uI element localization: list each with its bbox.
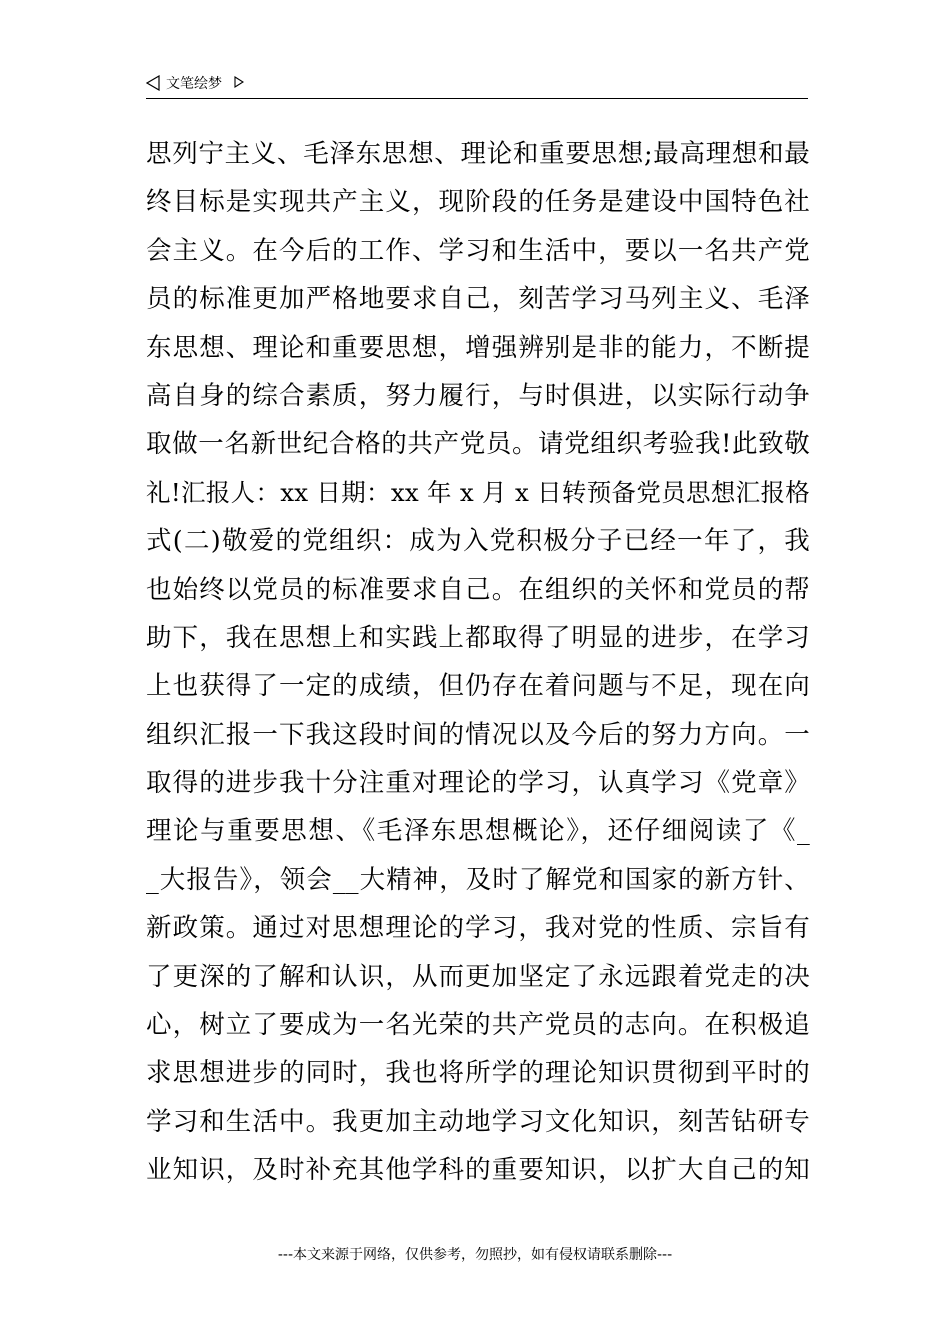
right-triangle-icon: [234, 76, 244, 88]
body-line: 业知识，及时补充其他学科的重要知识，以扩大自己的知: [146, 1155, 810, 1186]
body-line: 组织汇报一下我这段时间的情况以及今后的努力方向。一: [146, 719, 810, 750]
body-line: 礼!汇报人：xx 日期：xx 年 x 月 x 日转预备党员思想汇报格: [146, 477, 810, 507]
document-body: [146, 130, 810, 1195]
page-header: [146, 72, 808, 99]
body-line: 式(二)敬爱的党组织：成为入党积极分子已经一年了，我: [146, 526, 810, 557]
body-line: 心，树立了要成为一名光荣的共产党员的志向。在积极追: [146, 1010, 810, 1041]
body-line: 东思想、理论和重要思想，增强辨别是非的能力，不断提: [146, 332, 810, 363]
body-line: 会主义。在今后的工作、学习和生活中，要以一名共产党: [146, 235, 810, 266]
body-line: _大报告》，领会__大精神，及时了解党和国家的新方针、: [146, 864, 810, 895]
body-line: 上也获得了一定的成绩，但仍存在着问题与不足，现在向: [146, 671, 810, 702]
footer-disclaimer: ---本文来源于网络，仅供参考，勿照抄，如有侵权请联系删除---: [277, 1247, 673, 1263]
body-line: 学习和生活中。我更加主动地学习文化知识，刻苦钻研专: [146, 1106, 810, 1137]
header-brand: 文笔绘梦: [166, 76, 222, 92]
left-triangle-icon: [146, 75, 160, 91]
body-line: 也始终以党员的标准要求自己。在组织的关怀和党员的帮: [146, 574, 810, 605]
body-line: 理论与重要思想、《毛泽东思想概论》，还仔细阅读了《_: [146, 816, 810, 847]
body-line: 高自身的综合素质，努力履行，与时俱进，以实际行动争: [146, 380, 810, 411]
body-line: 助下，我在思想上和实践上都取得了明显的进步，在学习: [146, 622, 810, 653]
body-line: 终目标是实现共产主义，现阶段的任务是建设中国特色社: [146, 187, 810, 218]
body-line: 新政策。通过对思想理论的学习，我对党的性质、宗旨有: [146, 913, 810, 944]
body-line: 取做一名新世纪合格的共产党员。请党组织考验我!此致敬: [146, 429, 810, 460]
body-line: 取得的进步我十分注重对理论的学习，认真学习《党章》: [146, 768, 810, 799]
body-line: 求思想进步的同时，我也将所学的理论知识贯彻到平时的: [146, 1058, 810, 1089]
body-line: 思列宁主义、毛泽东思想、理论和重要思想;最高理想和最: [146, 139, 810, 169]
body-line: 员的标准更加严格地要求自己，刻苦学习马列主义、毛泽: [146, 284, 810, 315]
body-line: 了更深的了解和认识，从而更加坚定了永远跟着党走的决: [146, 961, 810, 992]
